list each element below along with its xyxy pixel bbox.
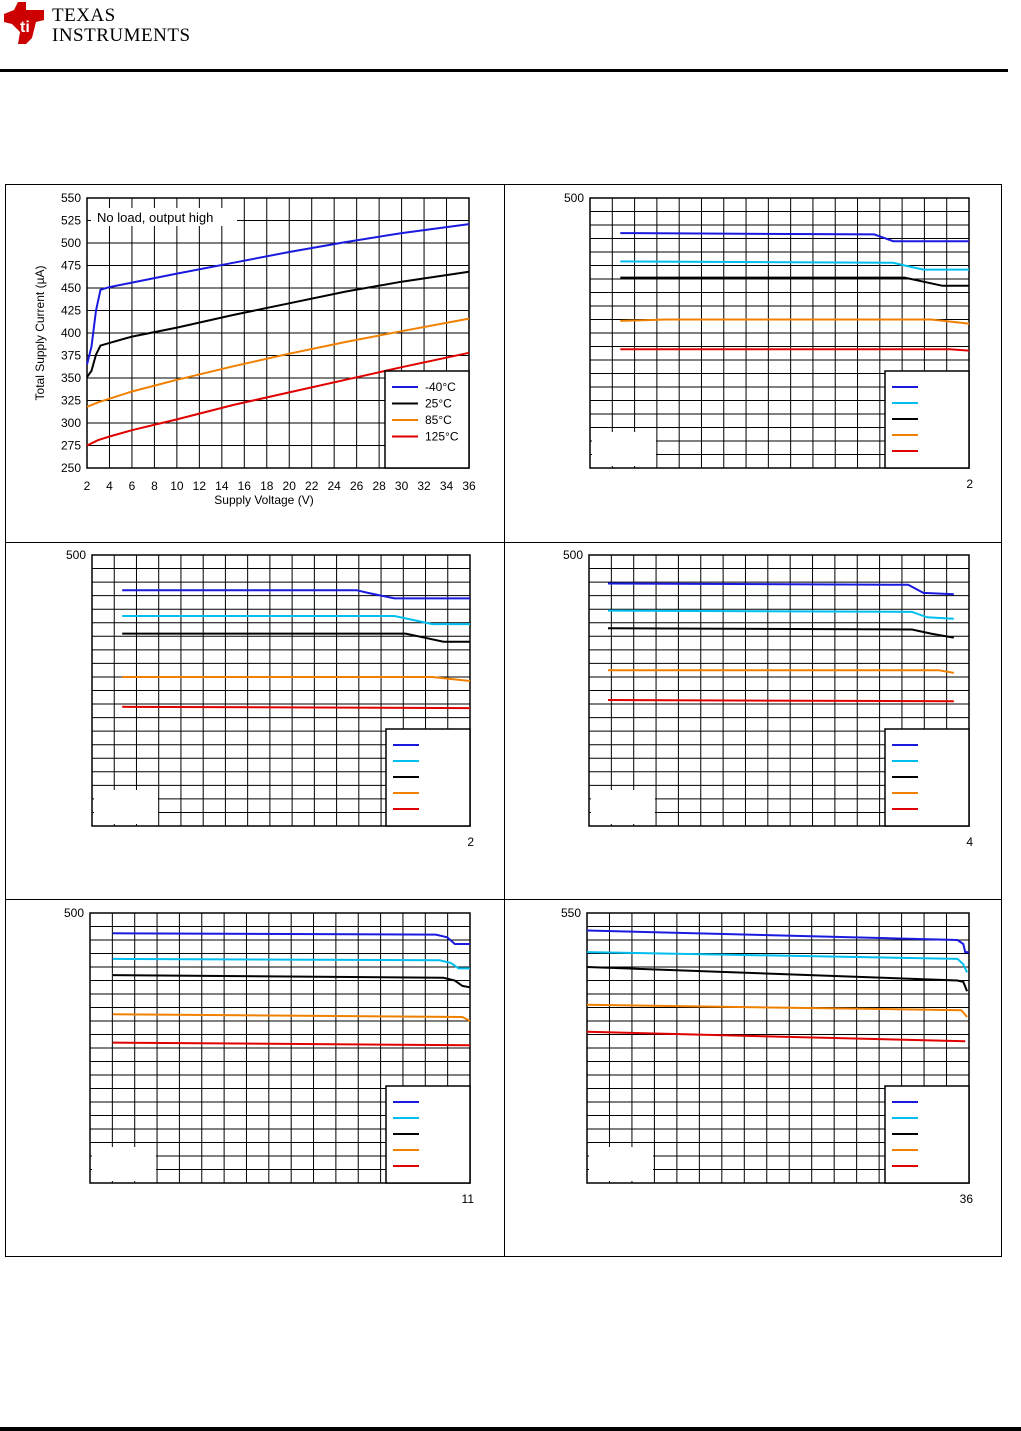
- footer-rule: [0, 1427, 1021, 1431]
- legend-label-1: -40°C: [425, 380, 456, 394]
- legend-label-2: 25°C: [425, 396, 452, 411]
- blank-annotation-box: [591, 790, 655, 824]
- x-tick-label: 2: [83, 479, 91, 493]
- x-tick-label: 6: [128, 479, 136, 493]
- y-tick-label-top: 500: [563, 191, 584, 205]
- series-line-3: [122, 634, 470, 642]
- series-line-4: [587, 1005, 967, 1017]
- chart-2: [564, 191, 973, 491]
- y-tick-label: 375: [60, 348, 81, 363]
- y-tick-label: 500: [60, 236, 81, 250]
- y-tick-label: 450: [60, 281, 81, 295]
- x-tick-label: 22: [305, 479, 319, 493]
- x-tick-label: 18: [260, 479, 274, 493]
- series-line-5: [620, 349, 969, 350]
- x-tick-label-right: 2: [467, 835, 474, 849]
- y-tick-label: 300: [60, 416, 81, 430]
- y-tick-label: 550: [60, 191, 81, 205]
- x-tick-label: 36: [462, 479, 476, 493]
- x-tick-label: 34: [439, 479, 454, 493]
- x-tick-label: 30: [394, 479, 409, 493]
- x-tick-label-right: 11: [461, 1192, 474, 1206]
- chart-annotation: No load, output high: [97, 210, 214, 225]
- y-tick-label: 475: [60, 258, 81, 273]
- x-tick-label: 32: [417, 479, 431, 493]
- chart-1: [33, 191, 476, 507]
- y-tick-label: 350: [60, 371, 81, 385]
- y-tick-label-top: 500: [562, 548, 583, 562]
- chart-6: [561, 906, 973, 1206]
- blank-annotation-box: [94, 790, 158, 824]
- series-line-1: [87, 224, 469, 364]
- series-line-4: [620, 320, 969, 324]
- svg-text:ti: ti: [20, 19, 30, 36]
- x-tick-label: 4: [106, 479, 113, 493]
- x-tick-label: 20: [282, 479, 296, 493]
- chart-5: [64, 906, 474, 1206]
- x-tick-label: 16: [237, 479, 251, 493]
- y-axis-label: Total Supply Current (µA): [33, 265, 47, 401]
- y-tick-label: 525: [60, 213, 81, 228]
- series-line-3: [587, 967, 967, 991]
- x-tick-label-right: 2: [966, 477, 973, 491]
- chart-3: [66, 548, 474, 849]
- x-axis-label: Supply Voltage (V): [214, 493, 314, 507]
- x-tick-label: 8: [151, 479, 158, 493]
- x-tick-label: 14: [215, 479, 229, 493]
- y-tick-label: 275: [60, 438, 81, 453]
- x-tick-label: 12: [192, 479, 207, 493]
- legend-label-4: 125°C: [425, 429, 459, 444]
- series-line-1: [122, 590, 470, 598]
- series-line-5: [122, 707, 470, 708]
- series-line-5: [587, 1032, 965, 1042]
- chart-4: [563, 548, 973, 849]
- y-tick-label-top: 500: [63, 906, 84, 920]
- x-tick-label-right: 4: [966, 835, 973, 849]
- blank-annotation-box: [92, 1147, 156, 1181]
- x-tick-label: 10: [170, 479, 184, 493]
- y-tick-label: 325: [60, 393, 81, 408]
- blank-annotation-box: [592, 432, 656, 466]
- x-tick-label: 24: [327, 479, 341, 493]
- legend-label-3: 85°C: [425, 413, 452, 427]
- brand-line-2: INSTRUMENTS: [52, 25, 191, 46]
- x-tick-label: 28: [372, 479, 386, 493]
- y-tick-label: 250: [60, 461, 81, 475]
- series-line-1: [587, 931, 969, 953]
- y-tick-label-top: 550: [560, 906, 581, 920]
- series-line-1: [620, 233, 969, 241]
- series-line-5: [608, 700, 954, 701]
- y-tick-label: 425: [60, 303, 81, 318]
- blank-annotation-box: [589, 1147, 653, 1181]
- series-line-5: [113, 1043, 470, 1046]
- x-tick-label: 26: [349, 479, 364, 493]
- y-tick-label: 400: [60, 326, 81, 340]
- x-tick-label-right: 36: [959, 1192, 973, 1206]
- series-line-4: [122, 677, 470, 681]
- brand-line-1: TEXAS: [52, 5, 116, 26]
- y-tick-label-top: 500: [65, 548, 86, 562]
